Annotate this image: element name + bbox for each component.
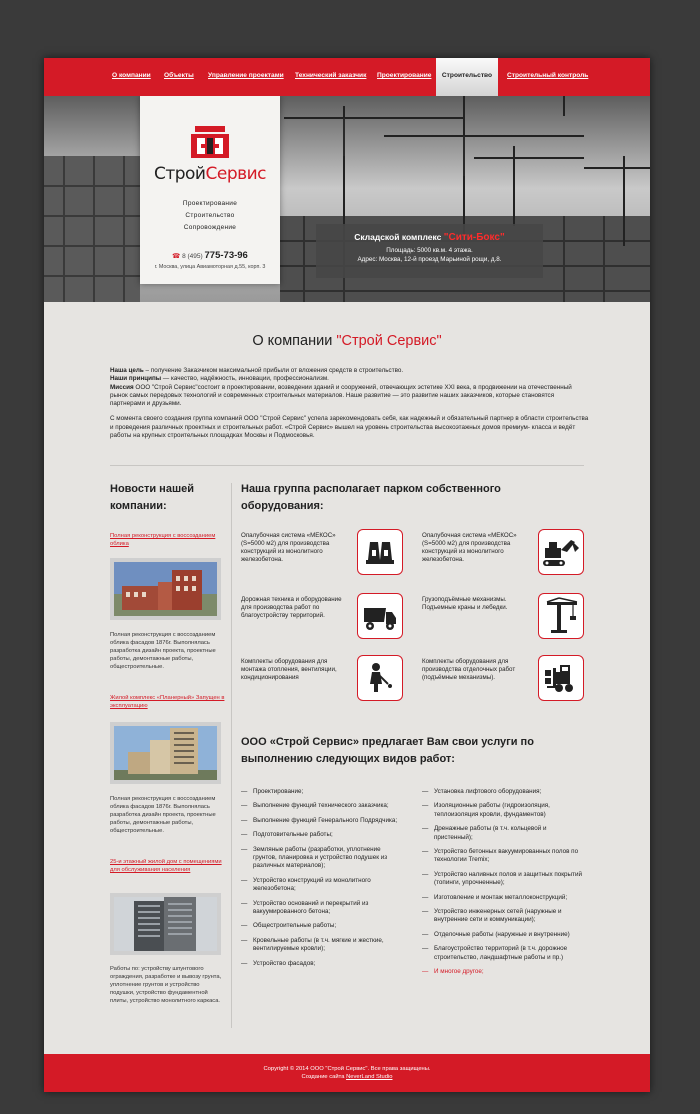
news-item-link[interactable]: Полная реконструкция с воссозданием облика (110, 533, 216, 547)
list-item: — Устройство бетонных вакуумированных полов по технологии Tremix; (422, 848, 582, 865)
footer-copyright: Copyright © 2014 ООО "Строй Сервис". Все права защищены. (263, 1066, 431, 1072)
news-item-text: Полная реконструкция с воссозданием облика фасадов 1876г. Выполнялась разработка дизайн проекта, проектные работы, демонтажные работы, общестроительные. (110, 796, 216, 834)
list-item: — Отделочные работы (наружные и внутренние) (422, 931, 582, 939)
list-item: — Устройство оснований и перекрытий из вакуумированного бетона; (241, 900, 401, 917)
list-item: — Устройство наливных полов и защитных покрытий (топинги, упрочненные); (422, 871, 582, 888)
nav-item-construction-control[interactable]: Строительный контроль (507, 72, 589, 79)
news-item-image[interactable] (110, 558, 221, 620)
dump-truck-icon (357, 593, 403, 639)
list-item: — Проектирование; (241, 788, 401, 796)
list-item: — Устройство фасадов; (241, 960, 401, 968)
worker-icon (357, 655, 403, 701)
company-address: г. Москва, улица Авиамоторная д.55, корп. 3 (154, 264, 266, 270)
formwork-icon (357, 529, 403, 575)
excavator-icon (538, 529, 584, 575)
divider (110, 465, 584, 466)
list-item: — Устройство инженерных сетей (наружные и внутренние сети и коммуникации); (422, 908, 582, 925)
news-heading: Новости нашей компании: (110, 483, 194, 512)
company-logo-icon (187, 122, 233, 162)
studio-link[interactable]: NeverLand Studio (346, 1074, 393, 1080)
footer-credits: Создание сайта NeverLand Studio (301, 1074, 393, 1080)
equipment-item-text: Грузоподъёмные механизмы. Подъемные краны и лебедки. (422, 596, 508, 611)
list-item: — Дренажные работы (в т.ч. кольцевой и пристенный); (422, 825, 582, 842)
company-services-list: Проектирование Строительство Сопровождение (182, 200, 238, 231)
phone-icon: ☎ (172, 253, 181, 260)
news-item-image[interactable] (110, 722, 221, 784)
equipment-item-text: Дорожная техника и оборудование для производства работ по благоустройству территорий. (241, 596, 342, 619)
services-list-left (241, 788, 401, 968)
equipment-item-text: Комплекты оборудования для монтажа отопления, вентиляции, кондиционирования (241, 658, 337, 681)
crane-icon (538, 593, 584, 639)
equipment-item-text: Комплекты оборудования для производства отделочных работ (подъёмные механизмы). (422, 658, 516, 681)
hero-banner (44, 96, 650, 302)
page-title: О компании "Строй Сервис" (252, 333, 442, 349)
nav-item-objects[interactable]: Объекты (164, 72, 194, 79)
equipment-item-text: Опалубочная система «МЕКОС» (S=5000 м2) для производства конструкций из монолитного железобетона. (422, 532, 517, 563)
list-item: — Благоустройство территорий (в т.ч. дорожное строительство, ландшафтные работы и пр.) (422, 945, 582, 962)
news-item-image[interactable] (110, 893, 221, 955)
list-item: — Устройство конструкций из монолитного железобетона; (241, 877, 401, 894)
list-item: — Выполнение функций Генерального Подрядчика; (241, 817, 401, 825)
list-item: — Кровельные работы (в т.ч. мягкие и жесткие, вентилируемые кровли); (241, 937, 401, 954)
footer (44, 1054, 650, 1092)
services-list-right (422, 788, 582, 977)
list-item: — Подготовительные работы; (241, 831, 401, 839)
list-item: — Выполнение функций технического заказчика; (241, 802, 401, 810)
equipment-heading: Наша группа располагает парком собственного оборудования: (241, 483, 501, 512)
news-item-text: Работы по: устройству шпунтового ограждения, разработке и вывозу грунта, уплотнение грунтов и устройство подушки, устройство фундаментной плиты, устройство монолитного каркаса. (110, 966, 222, 1004)
list-item: — Общестроительные работы; (241, 922, 401, 930)
list-item-more[interactable]: — И многое другое; (422, 968, 582, 976)
news-item-link[interactable]: 25-и этажный жилой дом с помещениями для обслуживания населения (110, 859, 222, 873)
nav-item-design[interactable]: Проектирование (377, 72, 432, 79)
list-item: — Изоляционные работы (гидроизоляция, теплоизоляция кровли, фундаментов) (422, 802, 582, 819)
about-intro: Наша цель – получение Заказчиком максимальной прибыли от вложения средств в строительство. Наши принципы — качество, надёжность, инновации, профессионализм. Миссия ООО "Строй Сервис"состоит в проектировании, возведении зданий и сооружений, отвечающих эстетике XXI века, в продвижении на отечественный рынок самых передовых технологий и современных строительных материалов. Наше развитие — это развитие наших заказчиков, которые становятся партнерами и друзьями. С момента своего создания группа компаний ООО "Строй Сервис" успела зарекомендовать себя, как надежный и обязательный партнер в области строительства и проведения различных проектных и строительных работ. «Строй Сервис» вышел на уровень строительства высокоэтажных домов премиум- класса и ведёт работы на крупных строительных площадках Москвы и Подмосковья. (110, 367, 589, 440)
forklift-icon (538, 655, 584, 701)
nav-item-about[interactable]: О компании (112, 72, 151, 79)
featured-object-banner[interactable]: Складской комплекс "Сити-Бокс" Площадь: 5000 кв.м. 4 этажа. Адрес: Москва, 12-й проезд Марьиной рощи, д.8. (316, 224, 543, 278)
nav-item-construction[interactable]: Строительство (436, 58, 498, 100)
company-name: СтройСервис (153, 164, 267, 184)
nav-item-project-management[interactable]: Управление проектами (208, 72, 284, 79)
company-phone: ☎ 8 (495) 775-73-96 (172, 250, 248, 261)
news-item-text: Полная реконструкция с воссозданием облика фасадов 1876г. Выполнялась разработка дизайн проекта, проектные работы, демонтажные работы, общестроительные. (110, 632, 216, 670)
list-item: — Изготовление и монтаж металлоконструкций; (422, 894, 582, 902)
column-divider (231, 483, 232, 1028)
main-nav (44, 58, 650, 96)
company-logo-card (140, 96, 280, 284)
list-item: — Земляные работы (разработки, уплотнение грунтов, планировка и устройство подушек из различных материалов); (241, 846, 401, 871)
nav-item-technical-customer[interactable]: Технический заказчик (295, 72, 367, 79)
page-container (44, 58, 650, 1092)
equipment-item-text: Опалубочная система «МЕКОС» (S=5000 м2) для производства конструкций из монолитного железобетона. (241, 532, 336, 563)
list-item: — Установка лифтового оборудования; (422, 788, 582, 796)
news-item-link[interactable]: Жилой комплекс «Планерный» Запущен в эксплуатацию (110, 695, 225, 709)
services-heading: ООО «Строй Сервис» предлагает Вам свои услуги по выполнению следующих видов работ: (241, 736, 534, 765)
